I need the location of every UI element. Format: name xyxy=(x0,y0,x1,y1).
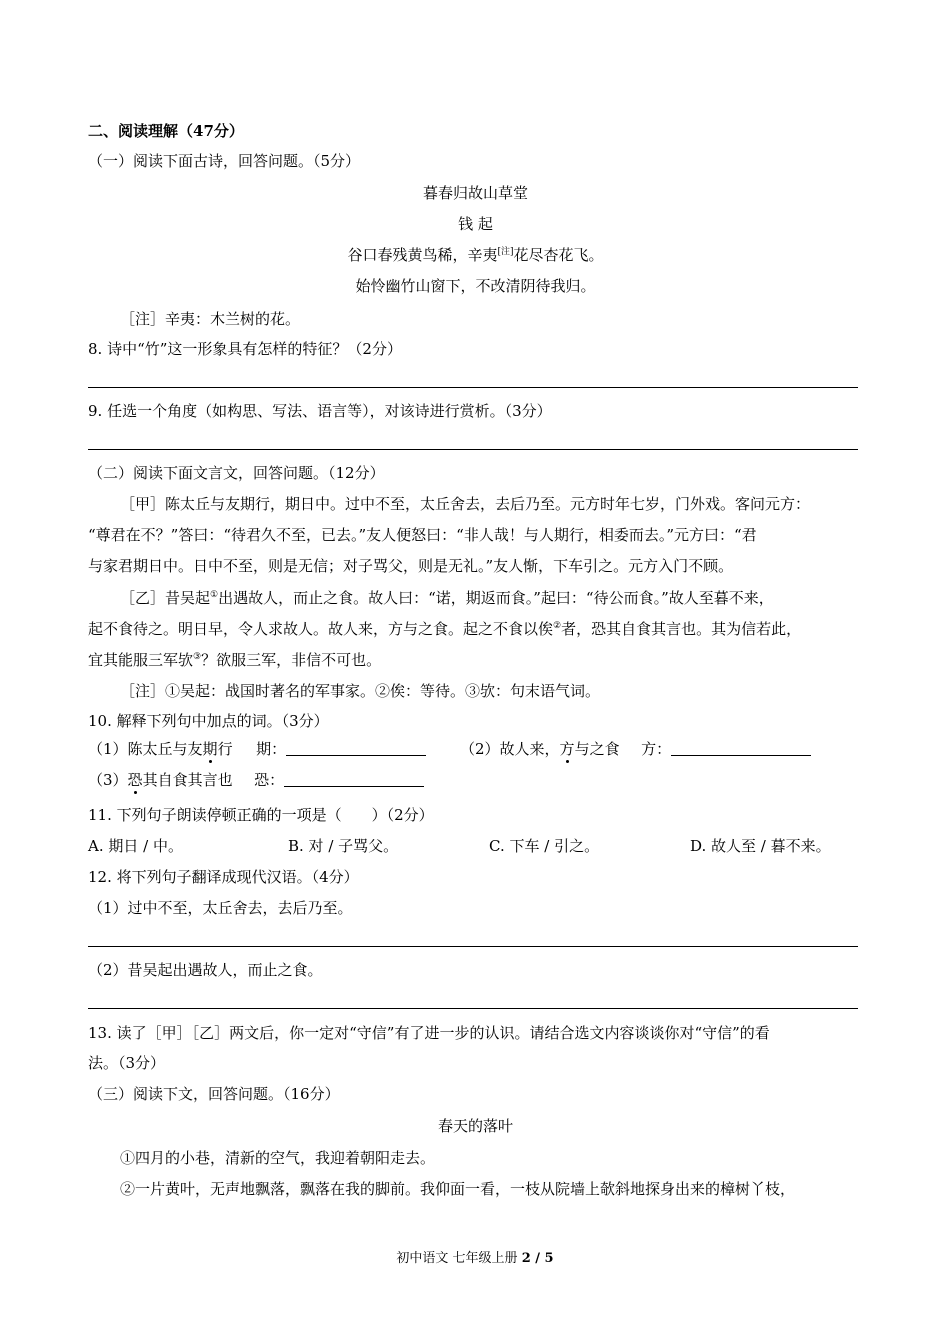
q10-3-text-a: （3） xyxy=(88,771,128,789)
footnote-marker-3: ③ xyxy=(193,652,202,662)
footnote-marker-2: ② xyxy=(553,621,562,631)
question-10-row-2 xyxy=(460,739,860,759)
poem-note-marker: [注] xyxy=(497,247,514,257)
poem-line-1-text-b: 花尽杏花飞。 xyxy=(513,246,604,264)
article-paragraph-2: ②一片黄叶，无声地飘落，飘落在我的脚前。我仰面一看，一枝从院墙上欹斜地探身出来的樟树丫枝， xyxy=(120,1180,796,1198)
answer-line-q8[interactable] xyxy=(88,387,858,388)
answer-line-q12-2[interactable] xyxy=(88,1008,858,1009)
q10-1-dotted-word: 期 xyxy=(202,740,218,758)
q10-1-text-a: （1）陈太丘与友 xyxy=(88,740,203,758)
poem-line-2: 始怜幽竹山窗下，不改清阴待我归。 xyxy=(355,277,596,295)
q10-2-label: 方： xyxy=(641,740,672,758)
passage-jia-line-3: 与家君期日中。日中不至，则是无信；对子骂父，则是无礼。”友人惭，下车引之。元方入门不顾。 xyxy=(88,557,734,575)
question-13-line-2: 法。（3分） xyxy=(88,1054,166,1072)
section-title: 二、阅读理解（47分） xyxy=(88,122,244,140)
question-13-line-1: 13. 读了［甲］［乙］两文后，你一定对“守信”有了进一步的认识。请结合选文内容谈谈你对“守信”的看 xyxy=(88,1024,770,1042)
q11-option-d[interactable]: D. 故人至 / 暮不来。 xyxy=(690,837,831,855)
passage-yi-line-1-a: ［乙］昔吴起 xyxy=(120,589,211,607)
footnote-marker-1: ① xyxy=(210,590,219,600)
q10-1-label: 期： xyxy=(256,740,287,758)
footer-text: 初中语文 七年级上册 xyxy=(396,1251,522,1266)
q10-3-text-b: 其自食其言也 xyxy=(142,771,233,789)
article-paragraph-1: ①四月的小巷，清新的空气，我迎着朝阳走去。 xyxy=(120,1149,436,1167)
q10-3-dotted-word: 恐 xyxy=(127,771,143,789)
passage-yi-line-3 xyxy=(88,650,863,670)
passage-yi-line-3-b: ？欲服三军，非信不可也。 xyxy=(201,651,382,669)
q10-1-answer-blank[interactable] xyxy=(286,740,426,756)
q10-2-text-a: （2）故人来， xyxy=(460,740,560,758)
q11-option-c[interactable]: C. 下车 / 引之。 xyxy=(489,837,600,855)
q10-3-answer-blank[interactable] xyxy=(284,771,424,787)
page-footer xyxy=(0,1250,950,1268)
answer-line-q9[interactable] xyxy=(88,449,858,450)
poem-line-1 xyxy=(88,245,863,265)
passage-note: ［注］①吴起：战国时著名的军事家。②俟：等待。③欤：句末语气词。 xyxy=(120,682,601,700)
passage-yi-line-1-b: 出遇故人，而止之食。故人曰：“诺，期返而食。”起曰：“待公而食。”故人至暮不来， xyxy=(218,589,774,607)
question-12-1: （1）过中不至，太丘舍去，去后乃至。 xyxy=(88,899,353,917)
passage-yi-line-2-a: 起不食待之。明日早，令人求故人。故人来，方与之食。起之不食以俟 xyxy=(88,620,554,638)
passage-yi-line-3-a: 宜其能服三军欤 xyxy=(88,651,194,669)
poem-note: ［注］辛夷：木兰树的花。 xyxy=(120,310,301,328)
page-number: 2 / 5 xyxy=(521,1251,554,1266)
q10-2-text-b: 与之食 xyxy=(574,740,620,758)
passage-yi-line-1 xyxy=(120,588,865,608)
article-title: 春天的落叶 xyxy=(437,1117,513,1135)
poem-author: 钱 起 xyxy=(458,215,493,233)
part2-intro: （二）阅读下面文言文，回答问题。（12分） xyxy=(88,464,385,482)
q10-1-text-b: 行 xyxy=(217,740,233,758)
question-8: 8. 诗中“竹”这一形象具有怎样的特征？（2分） xyxy=(88,340,402,358)
question-12-2: （2）昔吴起出遇故人，而止之食。 xyxy=(88,961,323,979)
passage-yi-line-2 xyxy=(88,619,863,639)
part3-intro: （三）阅读下文，回答问题。（16分） xyxy=(88,1085,340,1103)
part1-intro: （一）阅读下面古诗，回答问题。（5分） xyxy=(88,152,361,170)
q11-option-b[interactable]: B. 对 / 子骂父。 xyxy=(288,837,399,855)
q10-3-label: 恐： xyxy=(254,771,285,789)
question-9: 9. 任选一个角度（如构思、写法、语言等），对该诗进行赏析。（3分） xyxy=(88,402,552,420)
passage-jia-line-2: “尊君在不？”答曰：“待君久不至，已去。”友人便怒曰：“非人哉！与人期行，相委而去。”元方曰：“君 xyxy=(88,526,757,544)
question-11: 11. 下列句子朗读停顿正确的一项是（ ）（2分） xyxy=(88,806,434,824)
question-10-row-3 xyxy=(88,770,863,790)
q10-2-dotted-word: 方 xyxy=(559,740,575,758)
q11-option-a[interactable]: A. 期日 / 中。 xyxy=(88,837,183,855)
poem-title: 暮春归故山草堂 xyxy=(422,184,528,202)
poem-line-1-text-a: 谷口春残黄鸟稀，辛夷 xyxy=(347,246,498,264)
passage-jia-line-1: ［甲］陈太丘与友期行，期日中。过中不至，太丘舍去，去后乃至。元方时年七岁，门外戏。客问元方： xyxy=(120,495,811,513)
q10-2-answer-blank[interactable] xyxy=(671,740,811,756)
question-12: 12. 将下列句子翻译成现代汉语。（4分） xyxy=(88,868,359,886)
question-10: 10. 解释下列句中加点的词。（3分） xyxy=(88,712,329,730)
answer-line-q12-1[interactable] xyxy=(88,946,858,947)
passage-yi-line-2-b: 者，恐其自食其言也。其为信若此， xyxy=(561,620,802,638)
